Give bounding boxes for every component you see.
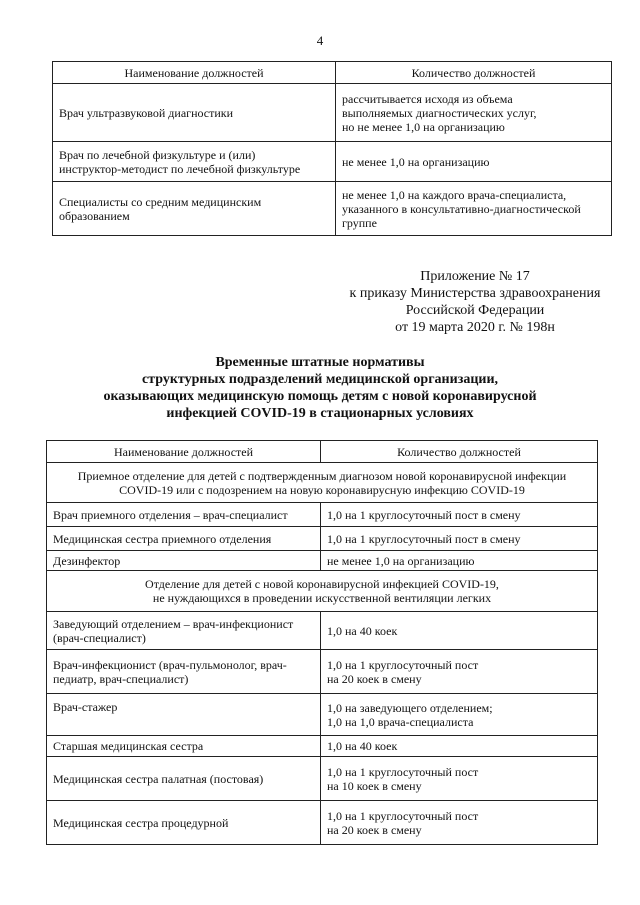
column-header-position: Наименование должностей: [53, 62, 336, 84]
table-row: [47, 736, 598, 757]
position-cell: Врач-стажер: [47, 694, 321, 736]
position-cell: Старшая медицинская сестра: [47, 736, 321, 757]
section-heading: Приемное отделение для детей с подтвержденным диагнозом новой коронавирусной инфекции COVID-19 или с подозрением на новую коронавирусную инфекцию COVID-19: [47, 463, 598, 503]
quantity-cell: рассчитывается исходя из объема выполняемых диагностических услуг, но не менее 1,0 на организацию: [336, 84, 612, 142]
column-header-quantity: Количество должностей: [336, 62, 612, 84]
position-cell: Врач ультразвуковой диагностики: [53, 84, 336, 142]
position-cell: Медицинская сестра процедурной: [47, 801, 321, 845]
table-row: [47, 551, 598, 571]
table-row: [47, 694, 598, 736]
quantity-cell: 1,0 на 1 круглосуточный пост на 10 коек в смену: [321, 757, 598, 801]
column-header-quantity: Количество должностей: [321, 441, 598, 463]
column-header-position: Наименование должностей: [47, 441, 321, 463]
appendix-country: Российской Федерации: [405, 303, 545, 318]
position-cell: Специалисты со средним медицинским образованием: [53, 182, 336, 236]
table-header-row: [53, 62, 612, 84]
quantity-cell: не менее 1,0 на организацию: [336, 142, 612, 182]
section-heading-row: [47, 463, 598, 503]
table-row: [47, 801, 598, 845]
quantity-cell: 1,0 на 1 круглосуточный пост на 20 коек в смену: [321, 650, 598, 694]
quantity-cell: 1,0 на 1 круглосуточный пост в смену: [321, 527, 598, 551]
table-row: [53, 182, 612, 236]
document-title: Временные штатные нормативы структурных подразделений медицинской организации, оказывающих медицинскую помощь детям с новой коронавирусной инфекцией COVID-19 в стационарных условиях: [103, 355, 537, 421]
table-row: [53, 84, 612, 142]
quantity-cell: не менее 1,0 на организацию: [321, 551, 598, 571]
quantity-cell: 1,0 на заведующего отделением; 1,0 на 1,0 врача-специалиста: [321, 694, 598, 736]
quantity-cell: не менее 1,0 на каждого врача-специалиста, указанного в консультативно-диагностической группе: [336, 182, 612, 236]
appendix-order-ref: к приказу Министерства здравоохранения: [349, 286, 601, 301]
position-cell: Медицинская сестра приемного отделения: [47, 527, 321, 551]
table-row: [47, 757, 598, 801]
position-cell: Дезинфектор: [47, 551, 321, 571]
section-heading: Отделение для детей с новой коронавирусной инфекцией COVID-19, не нуждающихся в проведении искусственной вентиляции легких: [47, 571, 598, 612]
section-heading-row: [47, 571, 598, 612]
position-cell: Врач по лечебной физкультуре и (или) инструктор-методист по лечебной физкультуре: [53, 142, 336, 182]
table-header-row: [47, 441, 598, 463]
appendix-date: от 19 марта 2020 г. № 198н: [395, 320, 555, 335]
appendix-header: [330, 268, 620, 336]
quantity-cell: 1,0 на 40 коек: [321, 736, 598, 757]
quantity-cell: 1,0 на 1 круглосуточный пост на 20 коек в смену: [321, 801, 598, 845]
staffing-norms-table: [46, 440, 598, 845]
table-row: [47, 612, 598, 650]
table-row: [53, 142, 612, 182]
staffing-table-continued: [52, 61, 612, 236]
quantity-cell: 1,0 на 40 коек: [321, 612, 598, 650]
position-cell: Медицинская сестра палатная (постовая): [47, 757, 321, 801]
appendix-number: Приложение № 17: [420, 269, 530, 284]
table-row: [47, 503, 598, 527]
position-cell: Врач приемного отделения – врач-специалист: [47, 503, 321, 527]
position-cell: Врач-инфекционист (врач-пульмонолог, врач- педиатр, врач-специалист): [47, 650, 321, 694]
table-row: [47, 527, 598, 551]
position-cell: Заведующий отделением – врач-инфекционист (врач-специалист): [47, 612, 321, 650]
page-number: 4: [316, 33, 324, 48]
table-row: [47, 650, 598, 694]
quantity-cell: 1,0 на 1 круглосуточный пост в смену: [321, 503, 598, 527]
